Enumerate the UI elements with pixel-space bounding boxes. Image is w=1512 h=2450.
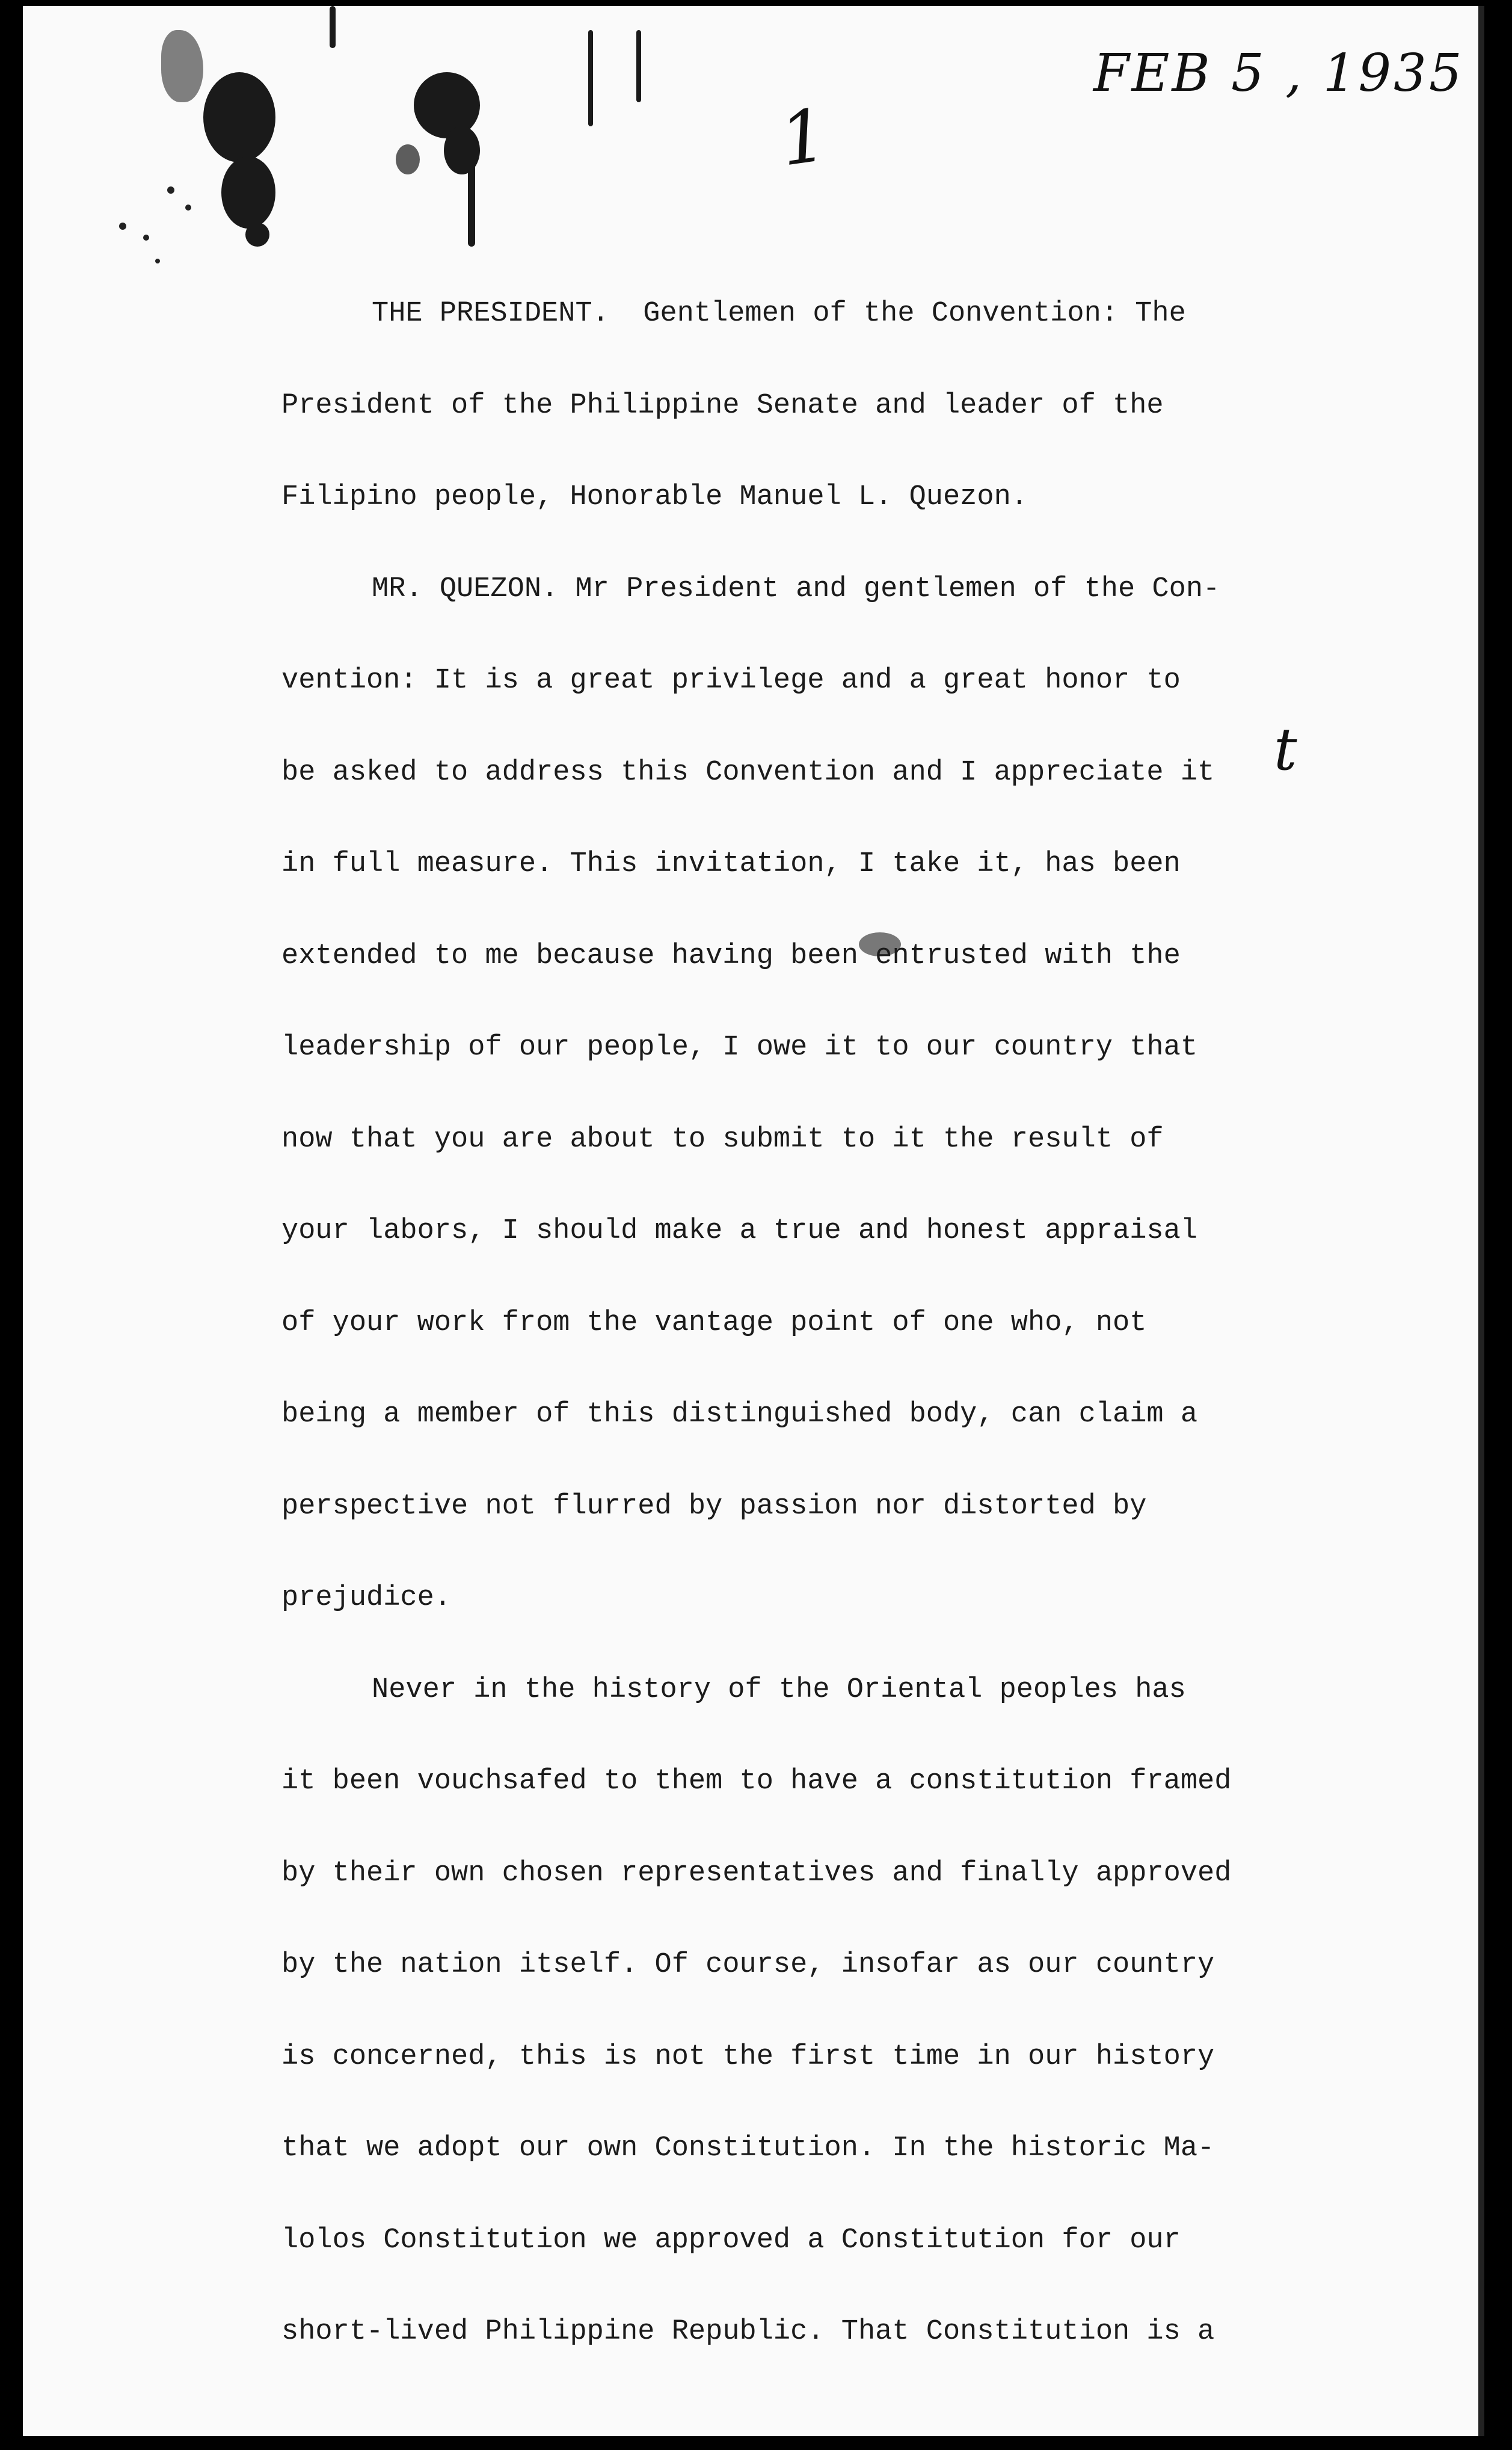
text-line: Filipino people, Honorable Manuel L. Quezon. (281, 481, 1028, 513)
typed-body-text (281, 268, 1352, 2378)
text-line: is concerned, this is not the first time in our history (281, 2040, 1215, 2073)
text-line: that we adopt our own Constitution. In the historic Ma- (281, 2132, 1215, 2164)
text-line: be asked to address this Convention and I appreciate it (281, 756, 1215, 789)
text-line: your labors, I should make a true and honest appraisal (281, 1215, 1198, 1247)
text-line: by their own chosen representatives and finally approved (281, 1857, 1232, 1889)
typewritten-page (23, 6, 1484, 2436)
text-line: lolos Constitution we approved a Constitution for our (281, 2224, 1181, 2256)
text-line: THE PRESIDENT. Gentlemen of the Convention: The (372, 298, 1186, 330)
text-line: in full measure. This invitation, I take it, has been (281, 848, 1181, 880)
text-line: by the nation itself. Of course, insofar as our country (281, 1949, 1215, 1981)
handwritten-page-mark: 1 (775, 93, 832, 183)
text-line: President of the Philippine Senate and leader of the (281, 389, 1164, 422)
text-line: short-lived Philippine Republic. That Constitution is a (281, 2316, 1215, 2348)
text-line: extended to me because having been entrusted with the (281, 940, 1181, 972)
text-line: it been vouchsafed to them to have a constitution framed (281, 1765, 1232, 1797)
text-line: being a member of this distinguished body, can claim a (281, 1399, 1198, 1430)
text-line: Never in the history of the Oriental peoples has (372, 1673, 1186, 1706)
handwritten-date: FEB 5 , 1935 (1093, 43, 1464, 103)
handwritten-margin-correction: t (1274, 716, 1297, 783)
text-line: prejudice. (281, 1582, 452, 1614)
text-line: leadership of our people, I owe it to our country that (281, 1032, 1198, 1063)
text-line: now that you are about to submit to it the result of (281, 1123, 1164, 1156)
text-line: perspective not flurred by passion nor distorted by (281, 1490, 1147, 1522)
text-line: vention: It is a great privilege and a great honor to (281, 665, 1181, 697)
text-line: MR. QUEZON. Mr President and gentlemen of the Con- (372, 573, 1220, 605)
page-edge-shadow (1478, 6, 1484, 2436)
text-line: of your work from the vantage point of one who, not (281, 1307, 1147, 1339)
